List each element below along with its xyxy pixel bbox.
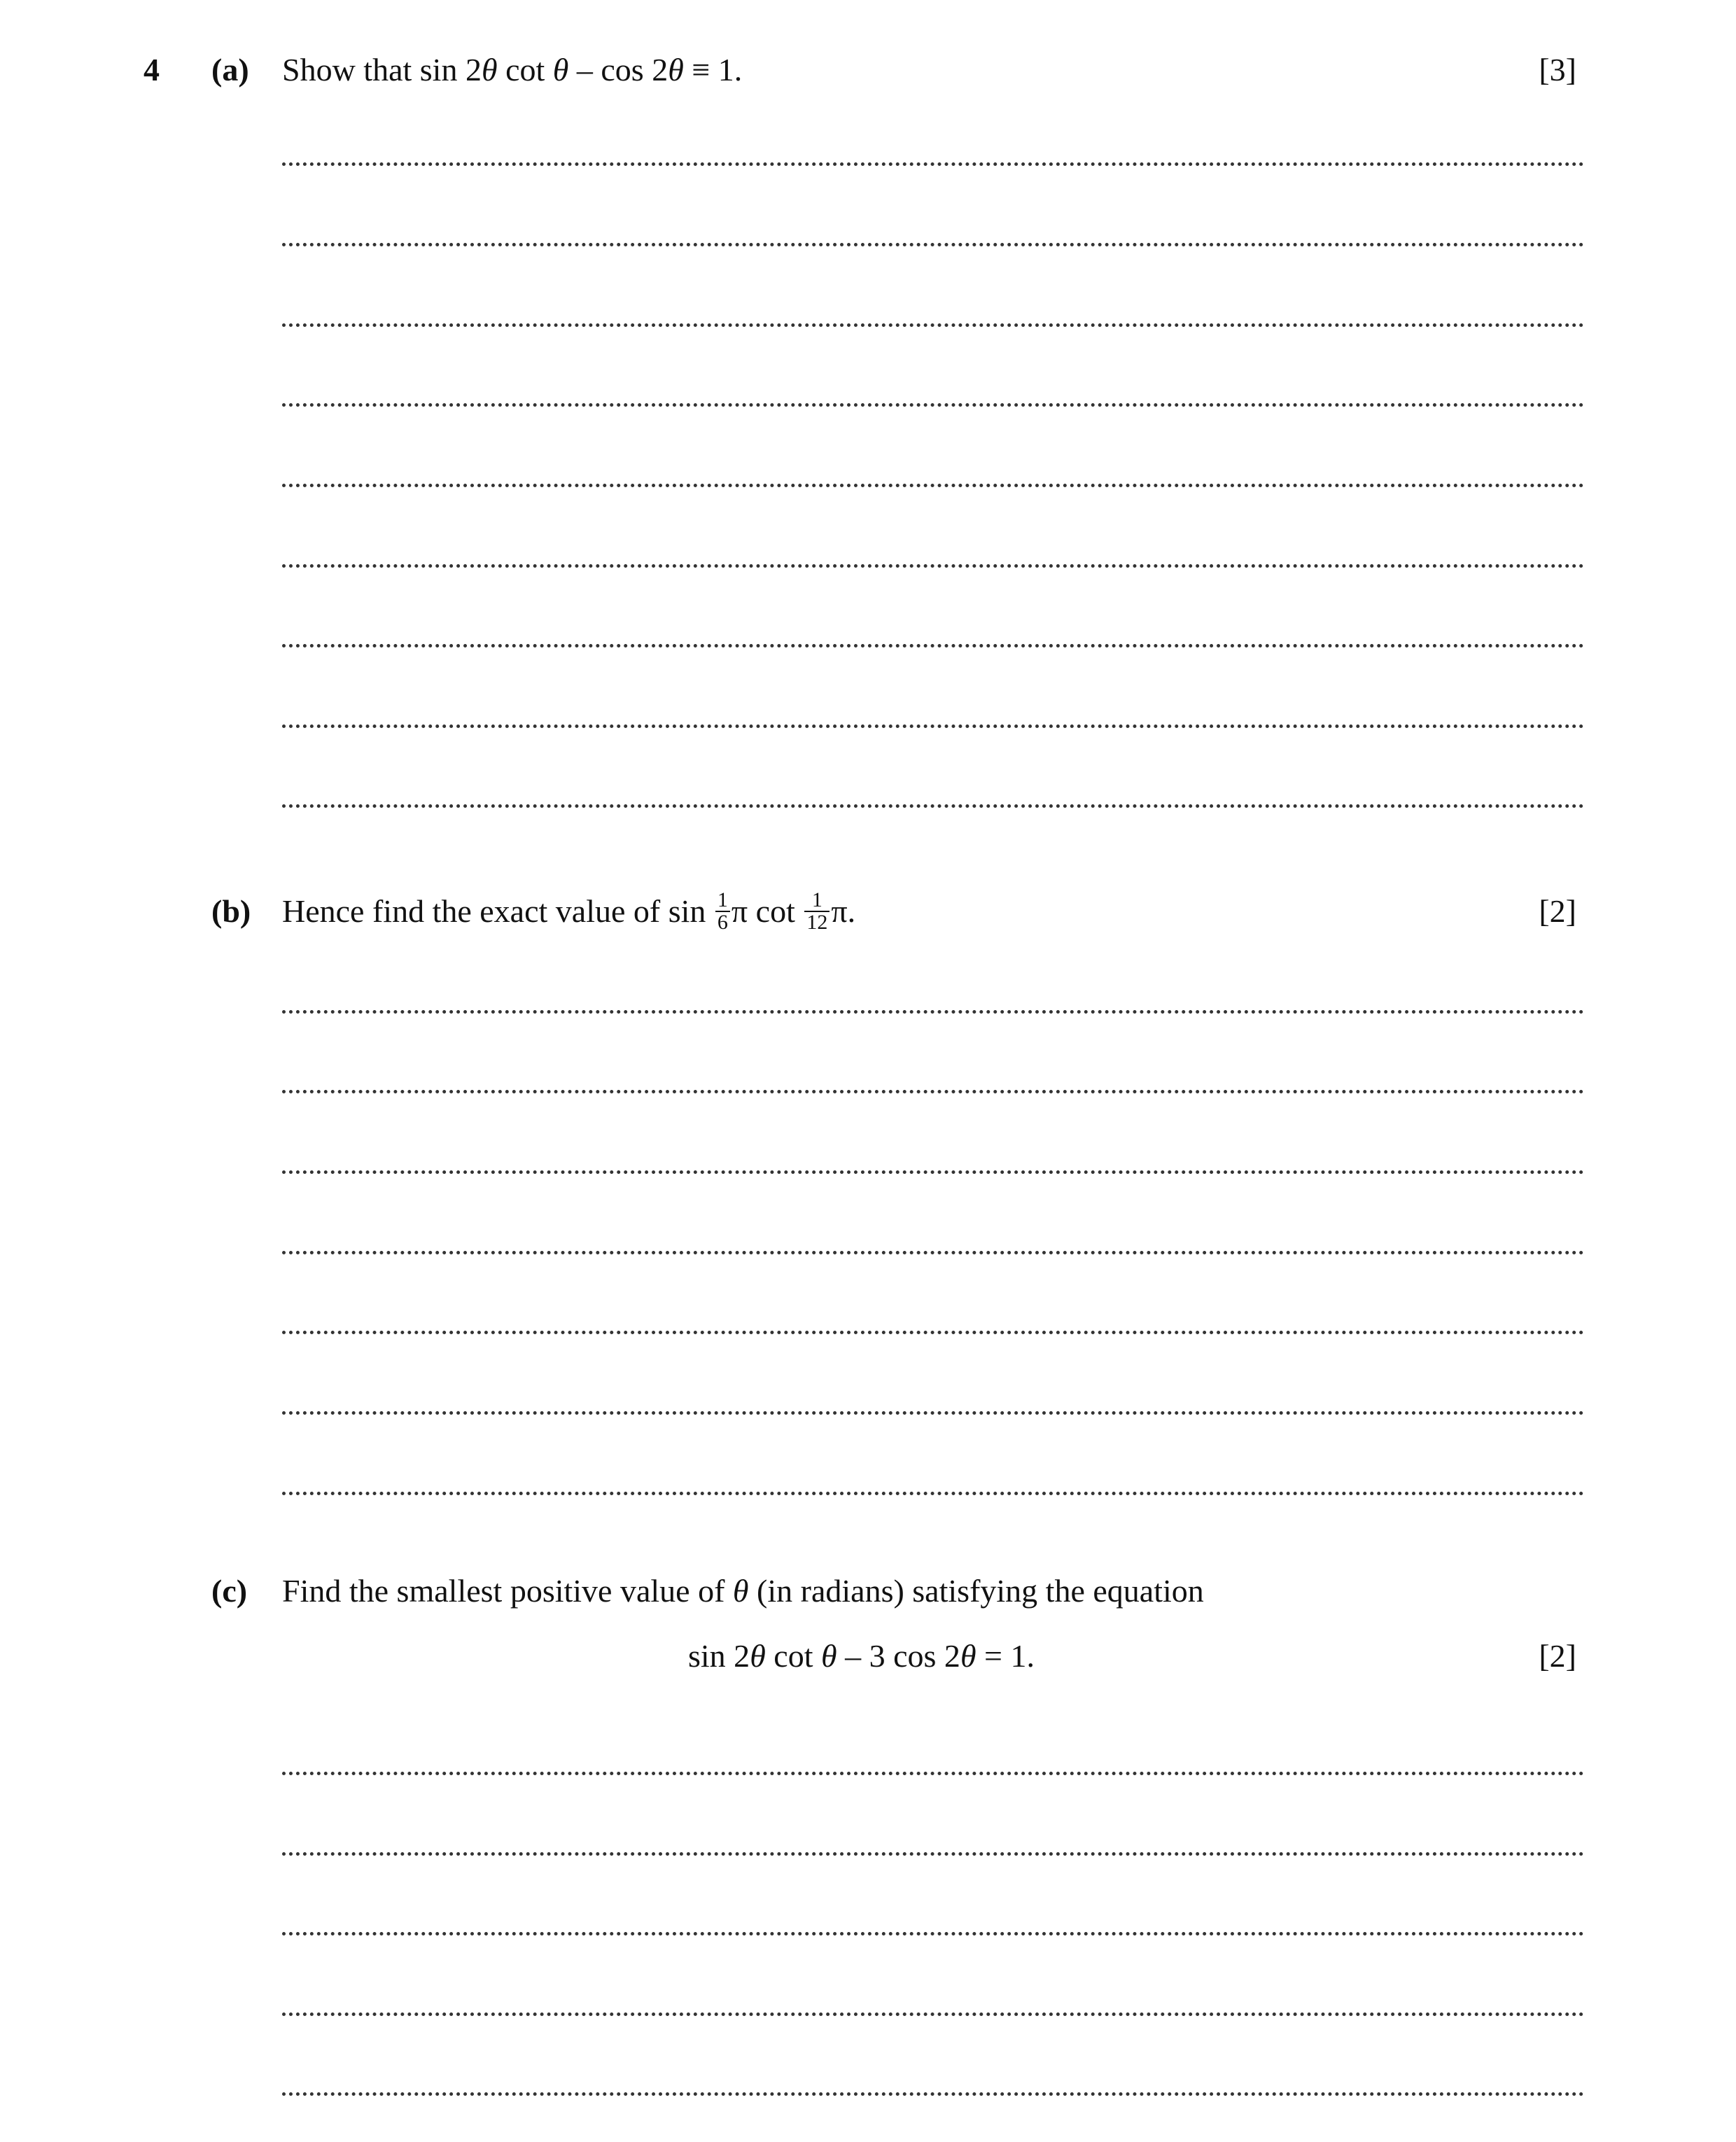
theta-symbol: θ xyxy=(821,1638,837,1674)
part-c-equation xyxy=(688,1635,1035,1677)
fraction-denominator: 6 xyxy=(717,911,728,934)
answer-line[interactable] xyxy=(282,1411,1584,1415)
answer-line[interactable] xyxy=(282,1251,1584,1254)
answer-line[interactable] xyxy=(282,1090,1584,1093)
part-a-suffix: ≡ 1. xyxy=(683,52,743,88)
theta-symbol: θ xyxy=(750,1638,766,1674)
answer-line[interactable] xyxy=(282,644,1584,648)
theta-symbol: θ xyxy=(552,52,569,88)
answer-line[interactable] xyxy=(282,1932,1584,1935)
theta-symbol: θ xyxy=(481,52,498,88)
part-c-question xyxy=(282,1570,1204,1612)
answer-line[interactable] xyxy=(282,323,1584,327)
answer-line[interactable] xyxy=(282,2092,1584,2096)
part-b-question xyxy=(282,890,855,936)
equation-suffix: = 1. xyxy=(976,1638,1035,1674)
part-a-mid2: – cos 2 xyxy=(568,52,668,88)
part-b-suffix: π. xyxy=(831,893,856,929)
answer-line[interactable] xyxy=(282,724,1584,728)
part-b-prefix: Hence find the exact value of sin xyxy=(282,893,714,929)
part-b-label: (b) xyxy=(211,893,251,929)
theta-symbol: θ xyxy=(668,52,684,88)
fraction-denominator: 12 xyxy=(806,911,828,934)
answer-line[interactable] xyxy=(282,1331,1584,1334)
answer-line[interactable] xyxy=(282,1852,1584,1856)
answer-line[interactable] xyxy=(282,1492,1584,1495)
part-c-label: (c) xyxy=(211,1573,248,1609)
part-a-label: (a) xyxy=(211,52,249,88)
answer-line[interactable] xyxy=(282,162,1584,166)
question-number: 4 xyxy=(144,52,160,88)
fraction-one-twelfth xyxy=(804,890,830,933)
answer-line[interactable] xyxy=(282,1772,1584,1775)
part-a-mid1: cot xyxy=(497,52,553,88)
part-a-prefix: Show that sin 2 xyxy=(282,52,482,88)
part-c-prefix: Find the smallest positive value of xyxy=(282,1573,733,1609)
answer-line[interactable] xyxy=(282,2012,1584,2016)
pi-symbol: π xyxy=(731,893,748,929)
theta-symbol: θ xyxy=(960,1638,976,1674)
part-a-marks: [3] xyxy=(1539,52,1576,88)
fraction-numerator: 1 xyxy=(715,890,730,912)
answer-line[interactable] xyxy=(282,804,1584,808)
answer-line[interactable] xyxy=(282,403,1584,407)
answer-line[interactable] xyxy=(282,1010,1584,1014)
answer-line[interactable] xyxy=(282,484,1584,487)
answer-line[interactable] xyxy=(282,1170,1584,1174)
theta-symbol: θ xyxy=(732,1573,749,1609)
part-a-question xyxy=(282,49,742,91)
fraction-numerator: 1 xyxy=(804,890,830,912)
equation-mid2: – 3 cos 2 xyxy=(836,1638,960,1674)
part-b-marks: [2] xyxy=(1539,893,1576,929)
equation-mid1: cot xyxy=(765,1638,821,1674)
fraction-one-sixth xyxy=(715,890,730,933)
answer-line[interactable] xyxy=(282,564,1584,568)
answer-line[interactable] xyxy=(282,243,1584,246)
part-b-mid: cot xyxy=(748,893,804,929)
part-c-suffix: (in radians) satisfying the equation xyxy=(748,1573,1204,1609)
part-c-marks: [2] xyxy=(1539,1638,1576,1674)
equation-prefix: sin 2 xyxy=(688,1638,750,1674)
